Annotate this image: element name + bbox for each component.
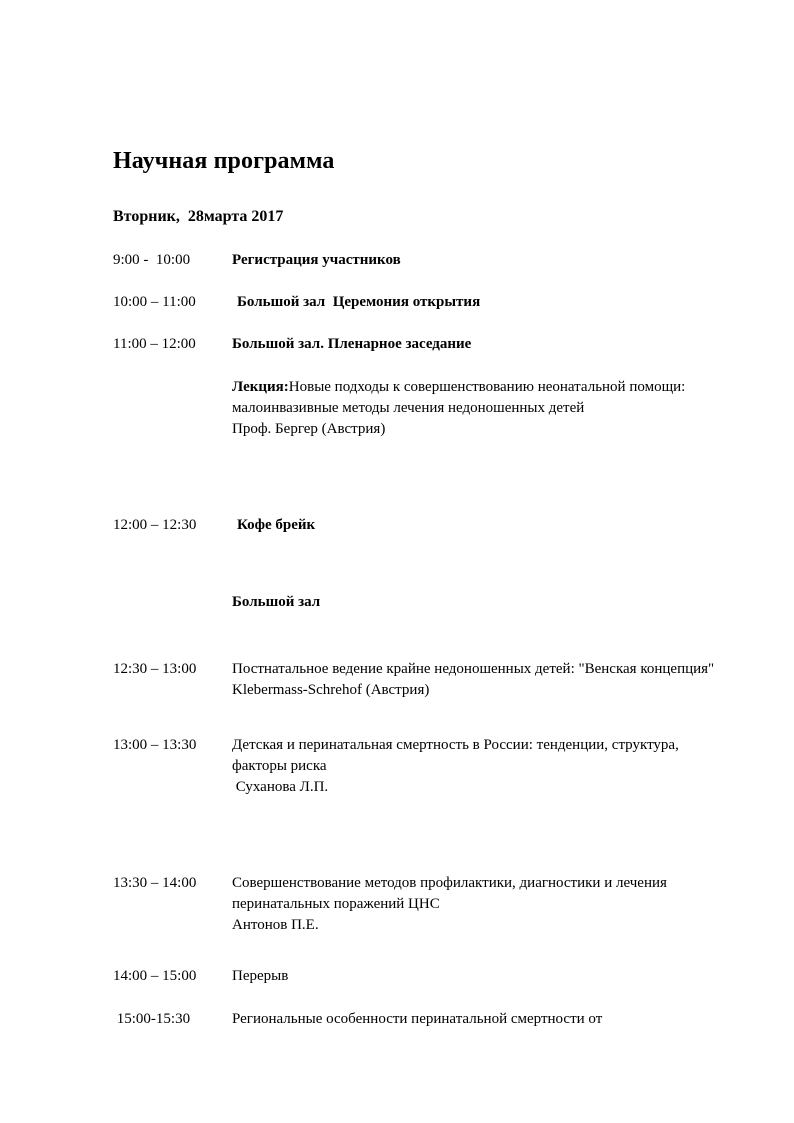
session-speaker: Суханова Л.П.: [232, 779, 329, 795]
schedule-row-body: [232, 334, 727, 355]
schedule-row-time: 13:00 – 13:30: [113, 737, 197, 753]
schedule-row-line: Большой зал. Пленарное заседание: [232, 336, 472, 352]
lecture-label: Лекция:: [232, 379, 289, 395]
schedule-row-body: [232, 1009, 727, 1030]
schedule-row-body: [232, 250, 727, 271]
schedule-row-body: [232, 966, 727, 987]
schedule-row: [113, 515, 727, 536]
schedule-row-line: Региональные особенности перинатальной смертности от: [232, 1011, 603, 1027]
schedule-row: [113, 250, 727, 271]
document-content: [113, 146, 727, 1051]
schedule-row-line: Кофе брейк: [237, 517, 316, 533]
schedule-row-time: 11:00 – 12:00: [113, 336, 196, 352]
schedule-row: [113, 292, 727, 313]
schedule-row-time: 15:00-15:30: [113, 1011, 191, 1027]
day-heading: Вторник, 28марта 2017: [113, 208, 284, 225]
schedule-row-body: [232, 292, 727, 313]
session-title: Совершенствование методов профилактики, диагностики и лечения перинатальных поражений ЦНС: [232, 875, 671, 912]
session-speaker: Антонов П.Е.: [232, 917, 319, 933]
schedule-row: [113, 735, 727, 798]
lecture-row: [113, 377, 727, 440]
schedule-row-line: Большой зал Церемония открытия: [237, 294, 481, 310]
schedule-row: [113, 1009, 727, 1030]
page-title: Научная программа: [113, 148, 335, 174]
schedule-row-body: [232, 873, 727, 936]
schedule-row: [113, 873, 727, 936]
lecture-text-line: [232, 377, 727, 419]
lecture-title: Новые подходы к совершенствованию неонатальной помощи: малоинвазивные методы лечения недоношенных детей: [232, 379, 690, 416]
schedule-row-time: 12:00 – 12:30: [113, 517, 197, 533]
schedule-row-body: [232, 735, 727, 798]
schedule-row: [113, 659, 727, 701]
schedule-row-time: 14:00 – 15:00: [113, 968, 197, 984]
schedule-row-time: 10:00 – 11:00: [113, 294, 196, 310]
schedule-row: [113, 966, 727, 987]
schedule-row-time: 12:30 – 13:00: [113, 661, 197, 677]
session-title: Детская и перинатальная смертность в России: тенденции, структура, факторы риска: [232, 737, 683, 774]
schedule-row-time: 13:30 – 14:00: [113, 875, 197, 891]
schedule-row-line: Регистрация участников: [232, 252, 401, 268]
session-title: Постнатальное ведение крайне недоношенных детей: "Венская концепция": [232, 661, 715, 677]
schedule-row-line: Перерыв: [232, 968, 289, 984]
schedule-list: [113, 250, 727, 1030]
hall-heading: Большой зал: [232, 594, 321, 610]
schedule-row-body: [232, 659, 727, 701]
schedule-row-body: [232, 515, 727, 536]
schedule-row-time: 9:00 - 10:00: [113, 252, 191, 268]
lecture-speaker: Проф. Бергер (Австрия): [232, 421, 386, 437]
session-speaker: Klebermass-Schrehof (Австрия): [232, 682, 430, 698]
schedule-row: [113, 334, 727, 355]
lecture-body: [232, 377, 727, 440]
